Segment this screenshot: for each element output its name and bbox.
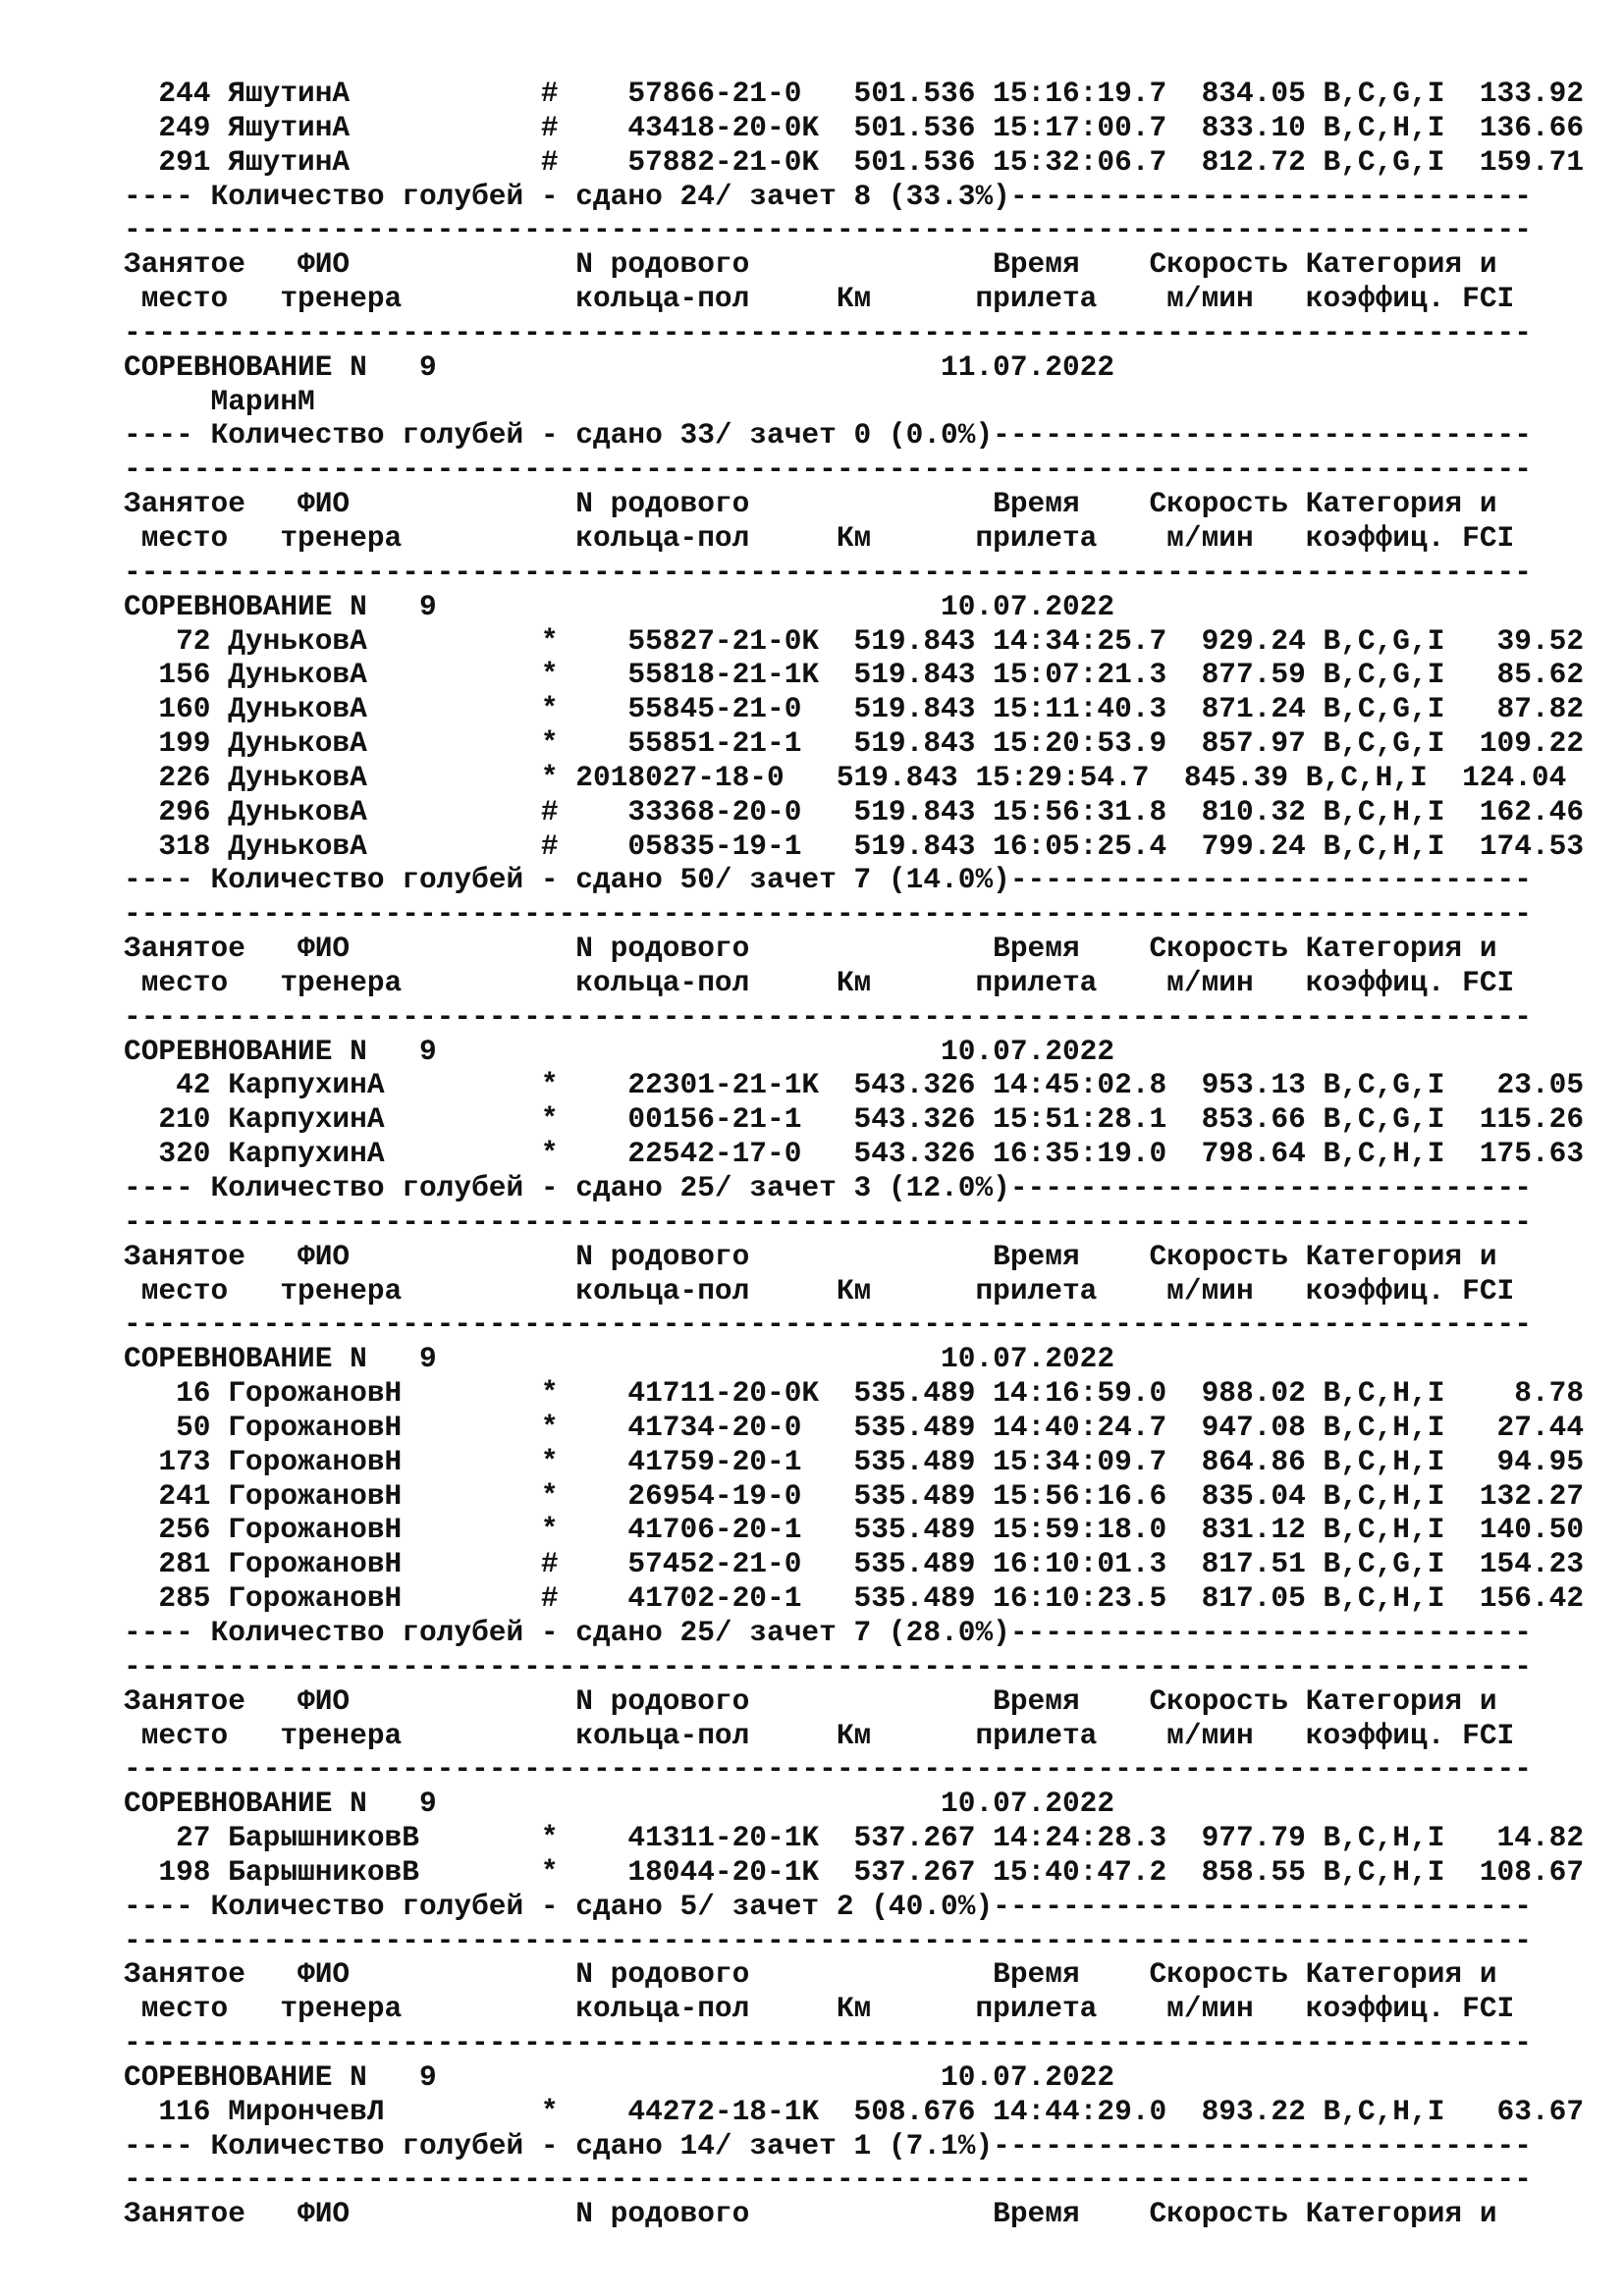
result-row: 160 ДуньковА * 55845-21-0 519.843 15:11:40.3 871.24 B,C,G,I 87.82: [124, 692, 1585, 726]
result-row: 318 ДуньковА # 05835-19-1 519.843 16:05:25.4 799.24 B,C,H,I 174.53: [124, 828, 1585, 863]
column-header-line: место тренера кольца-пол Км прилета м/мин коэффиц. FCI: [124, 282, 1515, 316]
result-row: 256 ГорожановН * 41706-20-1 535.489 15:59:18.0 831.12 B,C,H,I 140.50: [124, 1513, 1585, 1547]
separator-rule: ---------------------------------------------------------------------------------: [124, 2026, 1532, 2060]
result-row: 199 ДуньковА * 55851-21-1 519.843 15:20:53.9 857.97 B,C,G,I 109.22: [124, 726, 1585, 761]
result-row: 320 КарпухинА * 22542-17-0 543.326 16:35:19.0 798.64 B,C,H,I 175.63: [124, 1137, 1585, 1171]
competition-heading: СОРЕВНОВАНИЕ N 9 10.07.2022: [124, 1787, 1115, 1821]
competition-heading: СОРЕВНОВАНИЕ N 9 10.07.2022: [124, 1034, 1115, 1068]
column-header-line: Занятое ФИО N родового Время Скорость Категория и: [124, 1683, 1497, 1718]
result-row: 50 ГорожановН * 41734-20-0 535.489 14:40:24.7 947.08 B,C,H,I 27.44: [124, 1410, 1585, 1444]
summary-line: ---- Количество голубей - сдано 50/ зачет 7 (14.0%)------------------------------: [124, 863, 1532, 897]
competition-heading: СОРЕВНОВАНИЕ N 9 10.07.2022: [124, 1342, 1115, 1376]
separator-rule: ---------------------------------------------------------------------------------: [124, 555, 1532, 589]
separator-rule: ---------------------------------------------------------------------------------: [124, 1308, 1532, 1342]
competition-heading: СОРЕВНОВАНИЕ N 9 10.07.2022: [124, 2059, 1115, 2094]
separator-rule: ---------------------------------------------------------------------------------: [124, 1923, 1532, 1957]
result-row: 210 КарпухинА * 00156-21-1 543.326 15:51:28.1 853.66 B,C,G,I 115.26: [124, 1102, 1585, 1137]
result-row: 241 ГорожановН * 26954-19-0 535.489 15:56:16.6 835.04 B,C,H,I 132.27: [124, 1478, 1585, 1513]
summary-line: ---- Количество голубей - сдано 24/ зачет 8 (33.3%)------------------------------: [124, 179, 1532, 213]
result-row: 281 ГорожановН # 57452-21-0 535.489 16:10:01.3 817.51 B,C,G,I 154.23: [124, 1547, 1585, 1581]
competition-heading: СОРЕВНОВАНИЕ N 9 11.07.2022: [124, 349, 1115, 384]
result-row: 244 ЯшутинА # 57866-21-0 501.536 15:16:19.7 834.05 B,C,G,I 133.92: [124, 77, 1585, 110]
separator-rule: ---------------------------------------------------------------------------------: [124, 213, 1532, 247]
summary-line: ---- Количество голубей - сдано 33/ зачет 0 (0.0%)-------------------------------: [124, 418, 1532, 453]
result-row: 116 МирончевЛ * 44272-18-1K 508.676 14:44:29.0 893.22 B,C,H,I 63.67: [124, 2094, 1585, 2128]
column-header-line: место тренера кольца-пол Км прилета м/мин коэффиц. FCI: [124, 1992, 1515, 2026]
result-row: 27 БарышниковВ * 41311-20-1K 537.267 14:24:28.3 977.79 B,C,H,I 14.82: [124, 1821, 1585, 1855]
separator-rule: ---------------------------------------------------------------------------------: [124, 1752, 1532, 1787]
result-row: 156 ДуньковА * 55818-21-1K 519.843 15:07:21.3 877.59 B,C,G,I 85.62: [124, 658, 1585, 692]
result-row: 16 ГорожановН * 41711-20-0K 535.489 14:16:59.0 988.02 B,C,H,I 8.78: [124, 1376, 1585, 1411]
result-row: 291 ЯшутинА # 57882-21-0K 501.536 15:32:06.7 812.72 B,C,G,I 159.71: [124, 144, 1585, 179]
result-row: 285 ГорожановН # 41702-20-1 535.489 16:10:23.5 817.05 B,C,H,I 156.42: [124, 1581, 1585, 1616]
result-row: 42 КарпухинА * 22301-21-1K 543.326 14:45:02.8 953.13 B,C,G,I 23.05: [124, 1068, 1585, 1102]
separator-rule: ---------------------------------------------------------------------------------: [124, 2163, 1532, 2197]
summary-line: ---- Количество голубей - сдано 25/ зачет 7 (28.0%)------------------------------: [124, 1615, 1532, 1649]
separator-rule: ---------------------------------------------------------------------------------: [124, 1204, 1532, 1239]
summary-line: ---- Количество голубей - сдано 5/ зачет 2 (40.0%)-------------------------------: [124, 1889, 1532, 1923]
result-row: 72 ДуньковА * 55827-21-0K 519.843 14:34:25.7 929.24 B,C,G,I 39.52: [124, 623, 1585, 658]
column-header-line: место тренера кольца-пол Км прилета м/мин коэффиц. FCI: [124, 965, 1515, 999]
column-header-line: Занятое ФИО N родового Время Скорость Категория и: [124, 487, 1497, 521]
result-row: 226 ДуньковА * 2018027-18-0 519.843 15:29:54.7 845.39 B,C,H,I 124.04: [124, 760, 1567, 794]
result-row: 173 ГорожановН * 41759-20-1 535.489 15:34:09.7 864.86 B,C,H,I 94.95: [124, 1444, 1585, 1478]
separator-rule: ---------------------------------------------------------------------------------: [124, 999, 1532, 1034]
column-header-line: Занятое ФИО N родового Время Скорость Категория и: [124, 247, 1497, 282]
trainer-name-line: МаринМ: [124, 384, 315, 418]
column-header-line: Занятое ФИО N родового Время Скорость Категория и: [124, 1239, 1497, 1273]
separator-rule: ---------------------------------------------------------------------------------: [124, 1649, 1532, 1683]
result-row: 249 ЯшутинА # 43418-20-0K 501.536 15:17:00.7 833.10 B,C,H,I 136.66: [124, 110, 1585, 144]
column-header-line: Занятое ФИО N родового Время Скорость Категория и: [124, 1957, 1497, 1992]
separator-rule: ---------------------------------------------------------------------------------: [124, 315, 1532, 349]
summary-line: ---- Количество голубей - сдано 25/ зачет 3 (12.0%)------------------------------: [124, 1171, 1532, 1204]
separator-rule: ---------------------------------------------------------------------------------: [124, 453, 1532, 487]
column-header-line: место тренера кольца-пол Км прилета м/мин коэффиц. FCI: [124, 1718, 1515, 1752]
competition-heading: СОРЕВНОВАНИЕ N 9 10.07.2022: [124, 589, 1115, 623]
result-row: 198 БарышниковВ * 18044-20-1K 537.267 15:40:47.2 858.55 B,C,H,I 108.67: [124, 1854, 1585, 1889]
column-header-line: место тренера кольца-пол Км прилета м/мин коэффиц. FCI: [124, 1273, 1515, 1308]
column-header-line: Занятое ФИО N родового Время Скорость Категория и: [124, 2197, 1497, 2231]
result-row: 296 ДуньковА # 33368-20-0 519.843 15:56:31.8 810.32 B,C,H,I 162.46: [124, 794, 1585, 828]
results-sheet: [124, 77, 1606, 2231]
column-header-line: Занятое ФИО N родового Время Скорость Категория и: [124, 932, 1497, 966]
column-header-line: место тренера кольца-пол Км прилета м/мин коэффиц. FCI: [124, 520, 1515, 555]
separator-rule: ---------------------------------------------------------------------------------: [124, 897, 1532, 932]
summary-line: ---- Количество голубей - сдано 14/ зачет 1 (7.1%)-------------------------------: [124, 2128, 1532, 2163]
